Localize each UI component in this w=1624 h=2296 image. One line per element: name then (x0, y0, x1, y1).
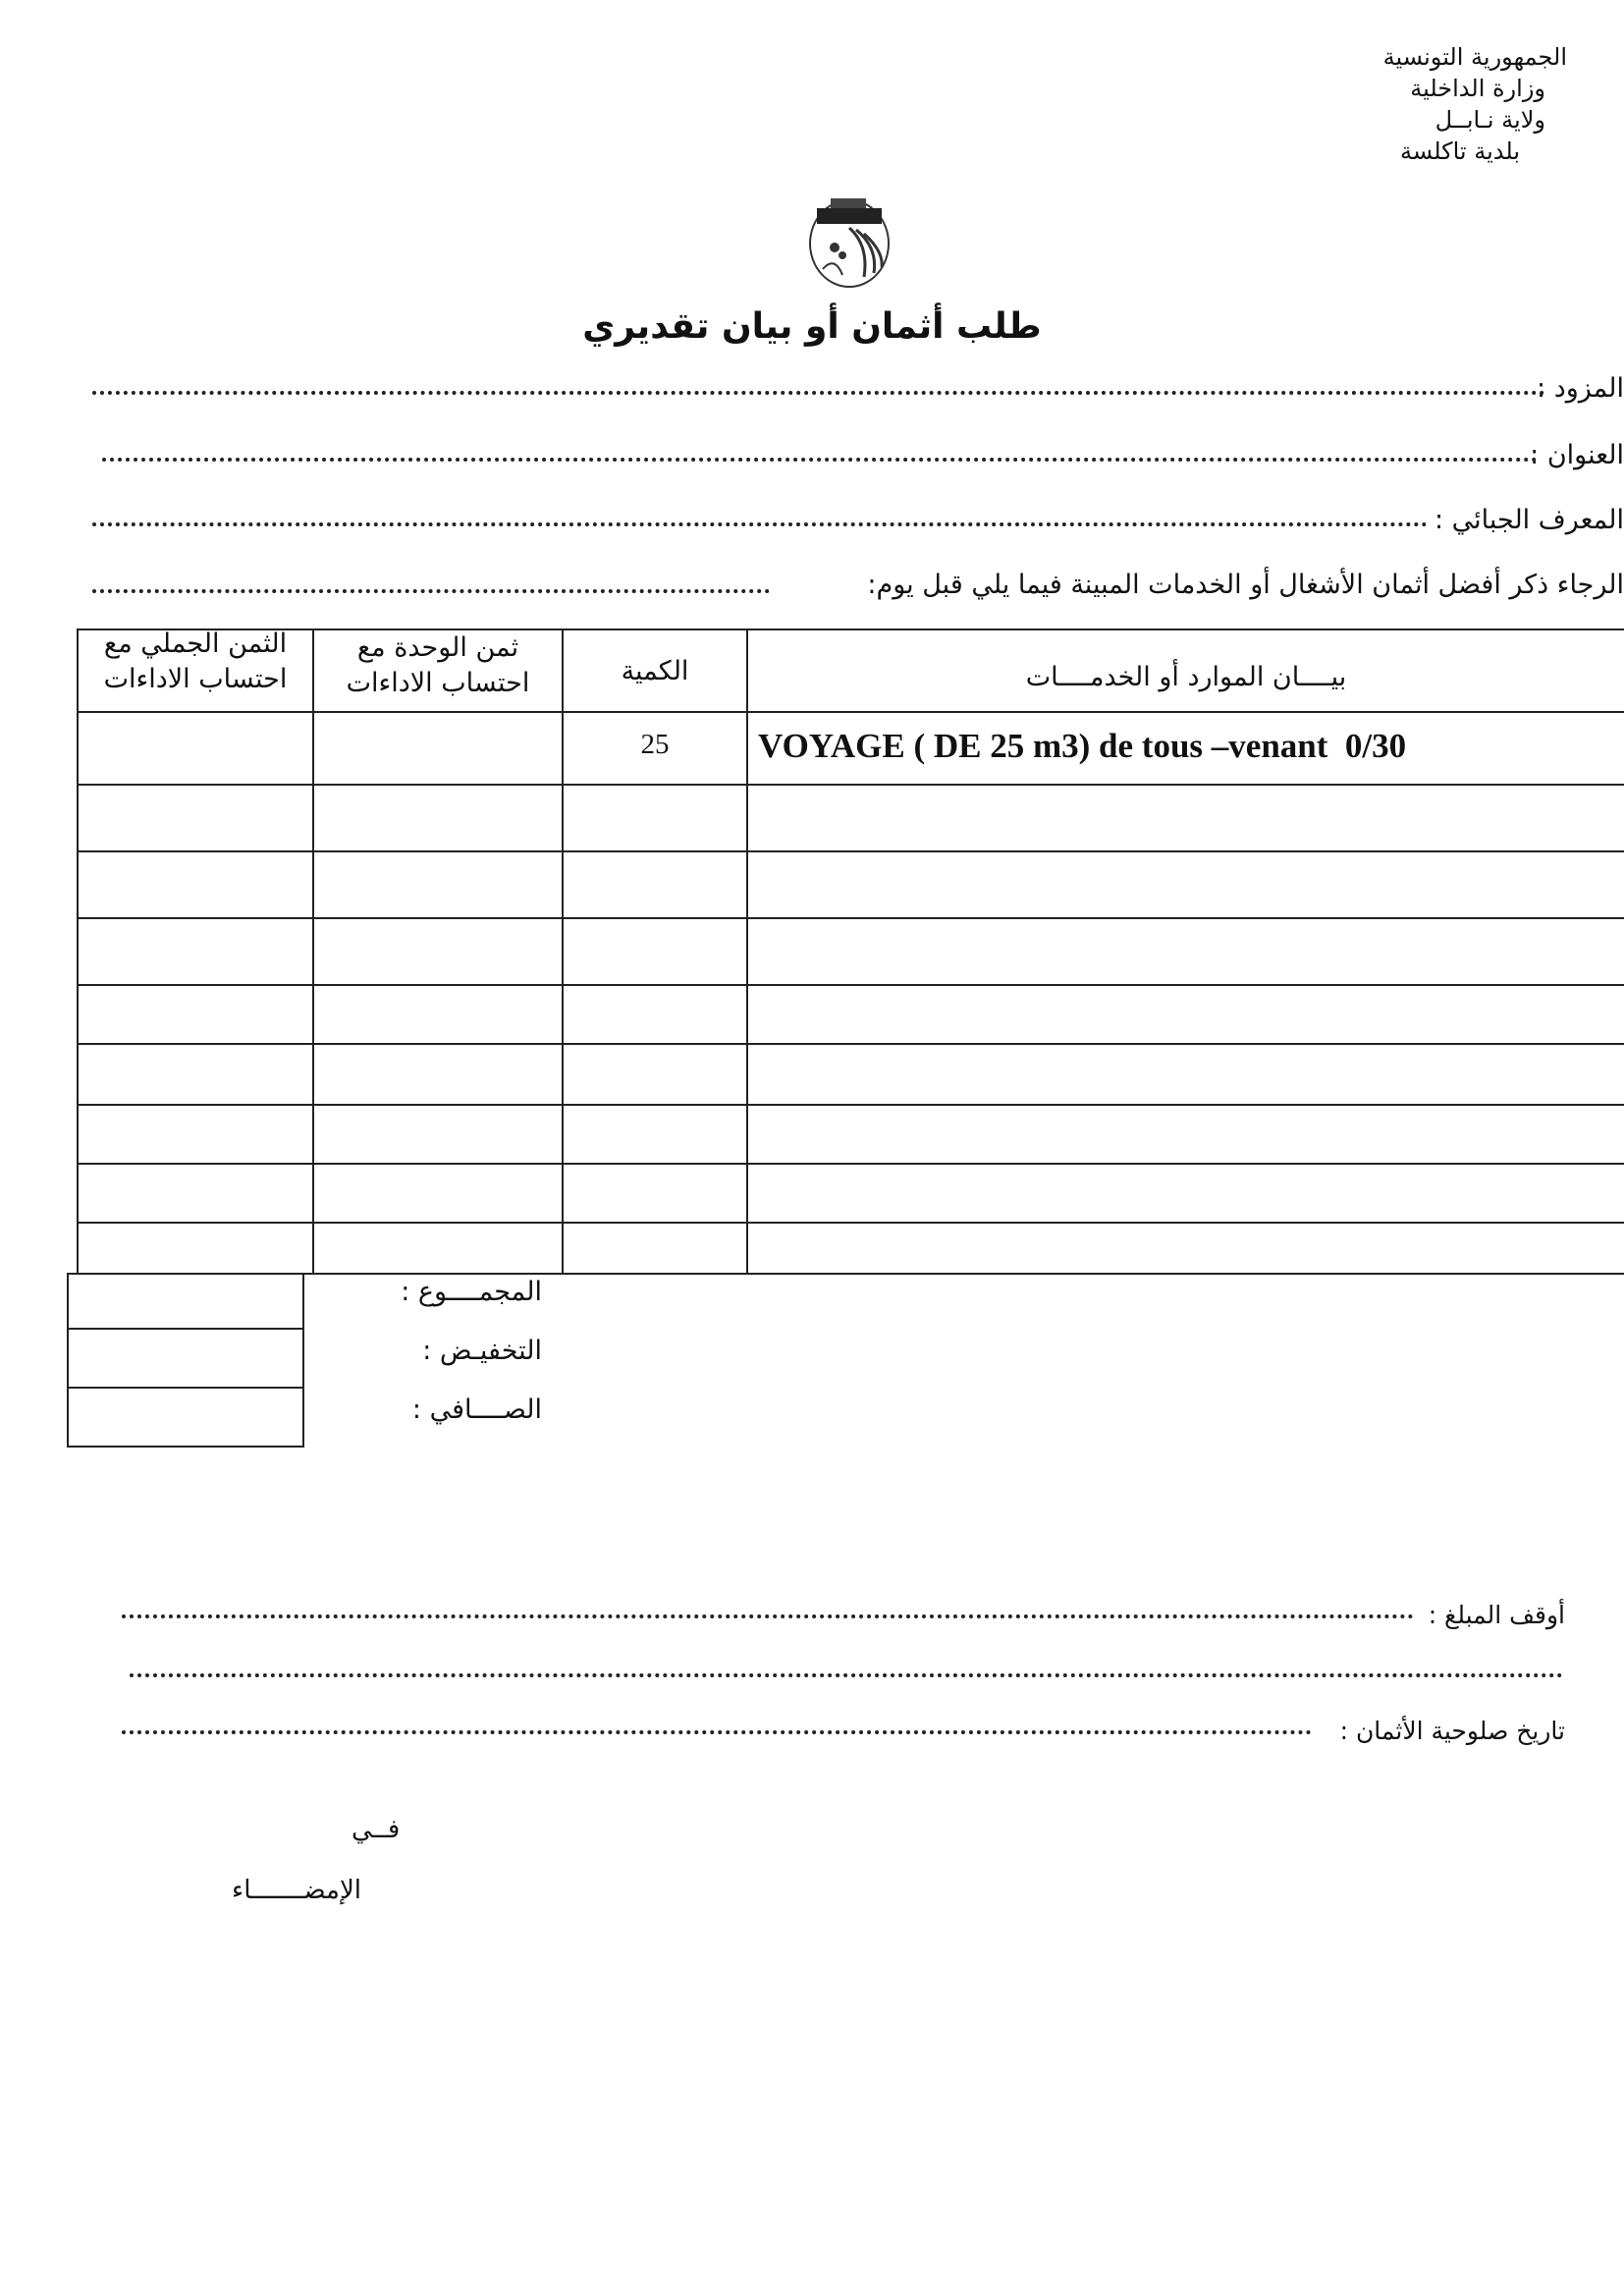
table-border (77, 1043, 1624, 1045)
table-border (77, 1273, 1624, 1275)
header-republic: الجمهورية التونسية (1382, 43, 1567, 71)
header-total-price-line1: الثمن الجملي مع (103, 629, 288, 659)
table-border (562, 629, 564, 1273)
validity-line[interactable] (122, 1730, 1312, 1734)
amount-words-line-2[interactable] (130, 1673, 1563, 1677)
amount-words-label: أوقف المبلغ : (1428, 1601, 1565, 1629)
table-border (77, 1104, 1624, 1106)
table-border (77, 711, 1624, 713)
header-unit-price-line2: احتساب الاداءات (346, 668, 530, 698)
table-border (746, 629, 748, 1273)
header-unit-price (314, 630, 562, 701)
header-municipality: بلدية تاكلسة (1399, 137, 1520, 165)
table-border (77, 850, 1624, 852)
header-quantity: الكمية (621, 656, 689, 686)
totals-border (67, 1328, 304, 1330)
tax-id-line[interactable] (92, 522, 1428, 526)
table-border (77, 629, 79, 1273)
total-discount-label: التخفيـض : (422, 1336, 542, 1366)
table-border (77, 1163, 1624, 1165)
row1-description: VOYAGE ( DE 25 m3) de tous –venant 0/30 (758, 727, 1407, 765)
page-title: طلب أثمان أو بيان تقديري (582, 306, 1042, 347)
supplier-line[interactable] (92, 391, 1545, 395)
table-border (77, 984, 1624, 986)
header-ministry: وزارة الداخلية (1410, 75, 1545, 102)
request-date-line[interactable] (92, 589, 770, 593)
totals-border (302, 1273, 304, 1448)
amount-words-line[interactable] (122, 1614, 1414, 1618)
totals-border (67, 1273, 304, 1275)
header-description: بيــــان الموارد أو الخدمــــات (1025, 662, 1347, 692)
validity-label: تاريخ صلوحية الأثمان : (1339, 1717, 1565, 1745)
table-border (312, 629, 314, 1273)
supplier-label: المزود : (1537, 373, 1624, 404)
table-border (77, 917, 1624, 919)
total-sum-label: المجمــــوع : (401, 1277, 542, 1307)
table-border (77, 784, 1624, 786)
address-label: العنوان : (1530, 440, 1624, 470)
address-line[interactable] (102, 458, 1538, 462)
total-net-label: الصــــافي : (411, 1394, 542, 1425)
table-border (77, 1222, 1624, 1224)
request-label: الرجاء ذكر أفضل أثمان الأشغال أو الخدمات المبينة فيما يلي قبل يوم: (867, 570, 1624, 600)
header-unit-price-line1: ثمن الوحدة مع (356, 632, 519, 663)
header-total-price (79, 627, 312, 697)
signature-label: الإمضـــــــاء (232, 1876, 361, 1905)
header-total-price-line2: احتساب الاداءات (103, 664, 288, 694)
totals-border (67, 1387, 304, 1389)
header-block (1383, 41, 1567, 167)
totals-border (67, 1446, 304, 1448)
row1-quantity: 25 (640, 729, 670, 760)
municipality-emblem-icon (795, 187, 903, 295)
tax-id-label: المعرف الجبائي : (1434, 505, 1624, 535)
place-label: فــي (352, 1815, 401, 1844)
totals-border (67, 1273, 69, 1448)
header-governorate: ولاية نـابــل (1435, 106, 1545, 134)
